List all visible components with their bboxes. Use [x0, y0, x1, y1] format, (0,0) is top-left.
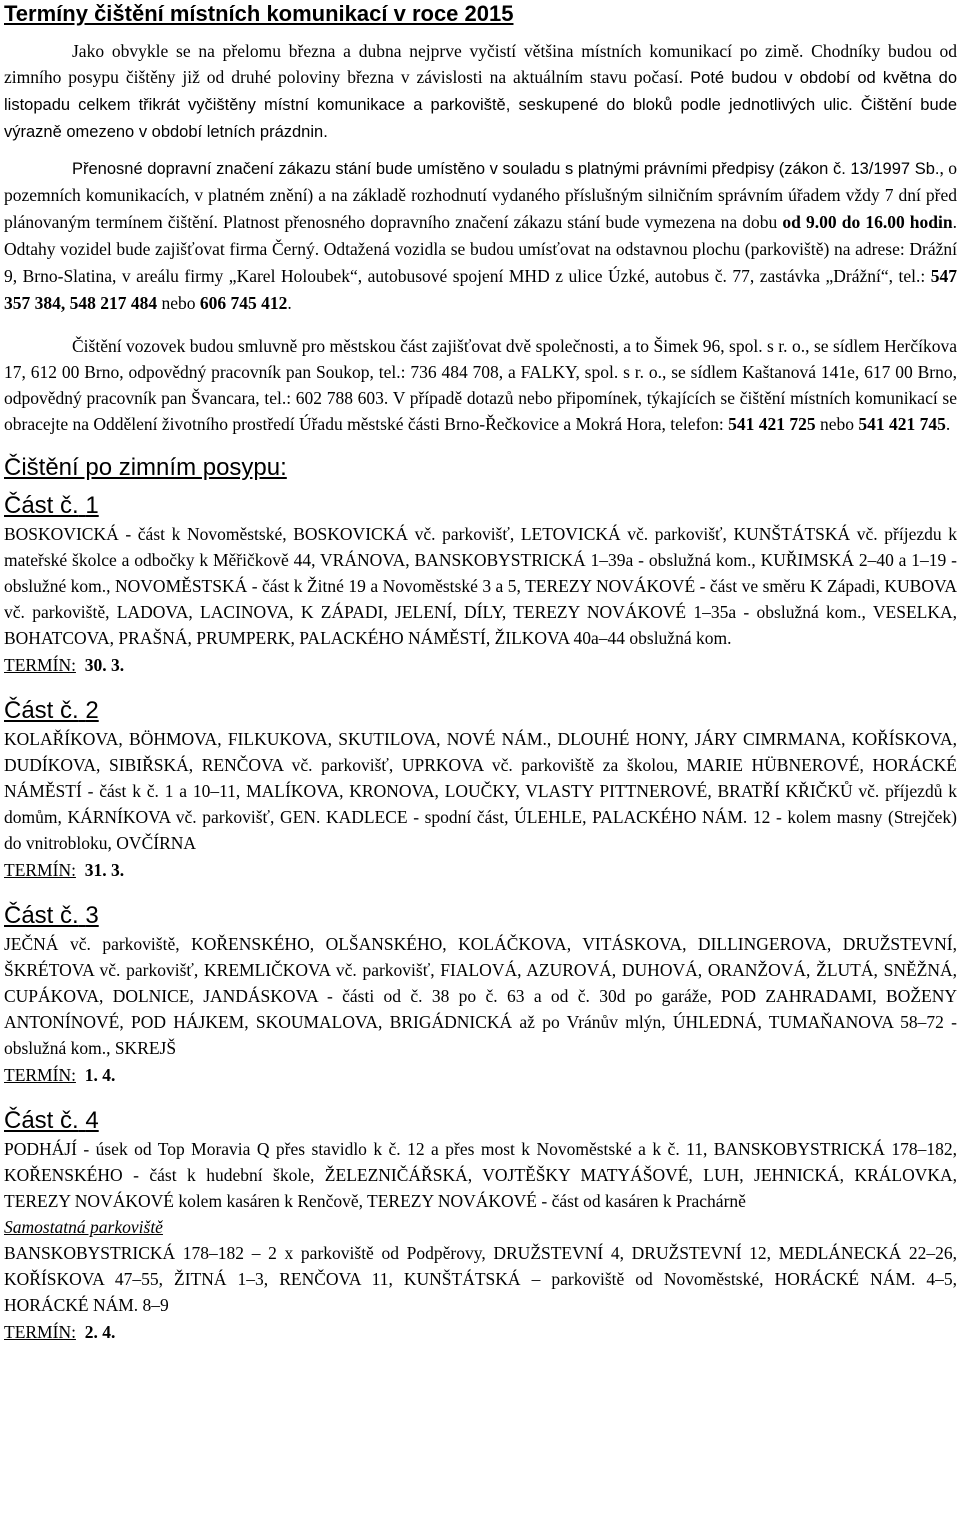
- tow-phone-3: 606 745 412: [199, 293, 288, 313]
- para2-text-6: nebo: [157, 293, 200, 313]
- hours-value: od 9.00 do 16.00 hodin: [782, 212, 953, 232]
- part-4-streets: PODHÁJÍ - úsek od Top Moravia Q přes stavidlo k č. 12 a přes most k Novoměstské a k č. 11, BANSKOBYSTRICKÁ 178–182, KOŘENSKÉHO - část k hudební škole, ŽELEZNIČÁŘSKÁ, VOJTĚŠKY MATYÁŠOVÉ, LUH, JEHNICKÁ, KRÁLOVKA, TEREZY NOVÁKOVÉ kolem kasáren k Renčově, TEREZY NOVÁKOVÉ - část od kasáren k Prachárně: [4, 1139, 957, 1211]
- part-3-termin-date: 1. 4.: [84, 1065, 116, 1085]
- part-2-termin-label: TERMÍN:: [4, 860, 76, 880]
- part-2-streets: KOLAŘÍKOVA, BÖHMOVA, FILKUKOVA, SKUTILOVA, NOVÉ NÁM., DLOUHÉ HONY, JÁRY CIMRMANA, KOŘÍSKOVA, DUDÍKOVA, SIBIŘSKÁ, RENČOVA vč. parkovišť, UPRKOVA vč. parkoviště za školou, MARIE HÜBNEROVÉ, HORÁCKÉ NÁMĚSTÍ - část k č. 1 a 10–11, MALÍKOVA, KRONOVA, LOUČKY, VLASTY PITTNEROVÉ, BRATŘÍ KŘIČKŮ vč. příjezdů k domům, KÁRNÍKOVA vč. parkovišť, GEN. KADLECE - spodní část, ÚLEHLE, PALACKÉHO NÁM. 12 - kolem masny (Strejček) do vnitrobloku, OVČÍRNA: [4, 729, 957, 853]
- part-2-label: Část č.: [4, 697, 79, 724]
- intro-text-1: Jako obvykle se na přelomu března a dubna nejprve vyčistí většina místních komunikací po zimě. Chodníky budou od zimního posypu čištěny již od druhé poloviny března v závislosti na aktuálním stavu počasí.: [4, 41, 957, 87]
- office-phone-2: 541 421 745: [858, 414, 946, 434]
- part-3-label: Část č.: [4, 902, 79, 929]
- part-2-termin-date: 31. 3.: [84, 860, 125, 880]
- part-3-number: 3: [85, 902, 99, 929]
- part-1-number: 1: [85, 492, 99, 519]
- part-2-termin: [4, 856, 957, 884]
- part-1-termin-label: TERMÍN:: [4, 655, 76, 675]
- part-4-parking: BANSKOBYSTRICKÁ 178–182 – 2 x parkoviště od Podpěrovy, DRUŽSTEVNÍ 4, DRUŽSTEVNÍ 12, MEDLÁNECKÁ 22–26, KOŘÍSKOVA 47–55, ŽITNÁ 1–3, RENČOVA 11, KUNŠTÁTSKÁ – parkoviště od Novoměstské, HORÁCKÉ NÁM. 4–5, HORÁCKÉ NÁM. 8–9: [4, 1243, 957, 1315]
- part-2-title: [4, 696, 957, 726]
- para2-text-7: .: [287, 293, 292, 313]
- part-1-title: [4, 491, 957, 521]
- part-4-number: 4: [85, 1107, 99, 1134]
- part-2-number: 2: [85, 697, 99, 724]
- traffic-sign-paragraph: [4, 155, 957, 317]
- part-1-termin-date: 30. 3.: [84, 655, 125, 675]
- office-phone-1: 541 421 725: [728, 414, 816, 434]
- part-1-streets: BOSKOVICKÁ - část k Novoměstské, BOSKOVICKÁ vč. parkovišť, LETOVICKÁ vč. parkovišť, KUNŠTÁTSKÁ vč. příjezdu k mateřské školce a odbočky k Měřičkově 44, VRÁNOVA, BANSKOBYSTRICKÁ 1–39a - obslužná kom., KUŘIMSKÁ 2–40 a 1–19 - obslužné kom., NOVOMĚSTSKÁ - část k Žitné 19 a Novoměstské 3 a 5, TEREZY NOVÁKOVÉ - část ve směru K Západi, KUBOVA vč. parkoviště, LADOVA, LACINOVA, K ZÁPADI, JELENÍ, DÍLY, TEREZY NOVÁKOVÉ 1–35a - obslužná kom., VESELKA, BOHATCOVA, PRAŠNÁ, PRUMPERK, PALACKÉHO NÁMĚSTÍ, ŽILKOVA 40a–44 obslužná kom.: [4, 524, 957, 648]
- part-3-termin-label: TERMÍN:: [4, 1065, 76, 1085]
- para2-text-5: Odtažená vozidla se budou umísťovat na odstavnou plochu (parkoviště) na adrese: Drážní 9, Brno-Slatina, v areálu firmy „Karel Holoubek“, autobusové spojení MHD z ulice Úzké, autobus č. 77, zastávka „Drážní“, tel.:: [4, 239, 957, 286]
- part-4-sublabel: Samostatná parkoviště: [4, 1217, 163, 1237]
- para2-text-4: . Odtahy vozidel bude zajišťovat firma Černý.: [4, 212, 957, 259]
- tow-phones: 547 357 384, 548 217 484: [4, 266, 957, 313]
- contractors-paragraph: [4, 333, 957, 437]
- part-4-termin: [4, 1318, 957, 1346]
- part-1-label: Část č.: [4, 492, 79, 519]
- part-4-termin-label: TERMÍN:: [4, 1322, 76, 1342]
- part-3-streets: JEČNÁ vč. parkoviště, KOŘENSKÉHO, OLŠANSKÉHO, KOLÁČKOVA, VITÁSKOVA, DILLINGEROVA, DRUŽSTEVNÍ, ŠKRÉTOVA vč. parkovišť, KREMLIČKOVA vč. parkovišť, FIALOVÁ, AZUROVÁ, DUHOVÁ, ORANŽOVÁ, ŽLUTÁ, SNĚŽNÁ, CUPÁKOVA, DOLNICE, JANDÁSKOVA - části od č. 38 po č. 63 a od č. 30d po garáže, POD ZAHRADAMI, BOŽENY ANTONÍNOVÉ, POD HÁJKEM, SKOUMALOVA, BRIGÁDNICKÁ až po Vránův mlýn, ÚHLEDNÁ, TUMAŇANOVA 58–72 - obslužná kom., SKREJŠ: [4, 934, 957, 1058]
- part-1-termin: [4, 651, 957, 679]
- part-3-termin: [4, 1061, 957, 1089]
- para2-text-3: Platnost přenosného dopravního značení zákazu stání bude vymezena na dobu: [217, 212, 783, 232]
- document-title: Termíny čištění místních komunikací v roce 2015: [4, 1, 514, 26]
- para2-text-2: , o pozemních komunikacích, v platném znění) a na základě rozhodnutí vydaného příslušným silničním správním úřadem vždy 7 dní před plánovaným termínem čištění.: [4, 158, 958, 232]
- para3-text-1: Čištění vozovek budou smluvně pro městskou část zajišťovat dvě společnosti, a to Šimek 96, spol. s r. o., se sídlem Herčíkova 17, 612 00 Brno, odpovědný pracovník pan Soukop, tel.: 736 484 708, a FALKY, spol. s r. o., se sídlem Kaštanová 141e, 617 00 Brno, odpovědný pracovník pan Švancara, tel.: 602 788 603. V případě dotazů nebo připomínek, týkajících se čištění místních komunikací se obracejte na Oddělení životního prostředí Úřadu městské části Brno-Řečkovice a Mokrá Hora, telefon:: [4, 336, 957, 434]
- para3-text-3: .: [945, 414, 951, 434]
- para3-text-2: nebo: [815, 414, 859, 434]
- part-4-termin-date: 2. 4.: [84, 1322, 116, 1342]
- intro-text-2: Poté budou v období od května do listopadu celkem třikrát vyčištěny místní komunikace a parkoviště, seskupené do bloků podle jednotlivých ulic. Čištění bude výrazně omezeno v období letních prázdnin.: [4, 69, 957, 141]
- part-4-title: [4, 1106, 957, 1136]
- part-3-title: [4, 901, 957, 931]
- section-title: Čištění po zimním posypu:: [4, 454, 287, 481]
- para2-text-1: Přenosné dopravní značení zákazu stání bude umístěno v souladu s platnými právními předpisy (zákon č. 13/1997 Sb.: [72, 160, 940, 178]
- part-4-label: Část č.: [4, 1107, 79, 1134]
- intro-paragraph: [4, 38, 957, 145]
